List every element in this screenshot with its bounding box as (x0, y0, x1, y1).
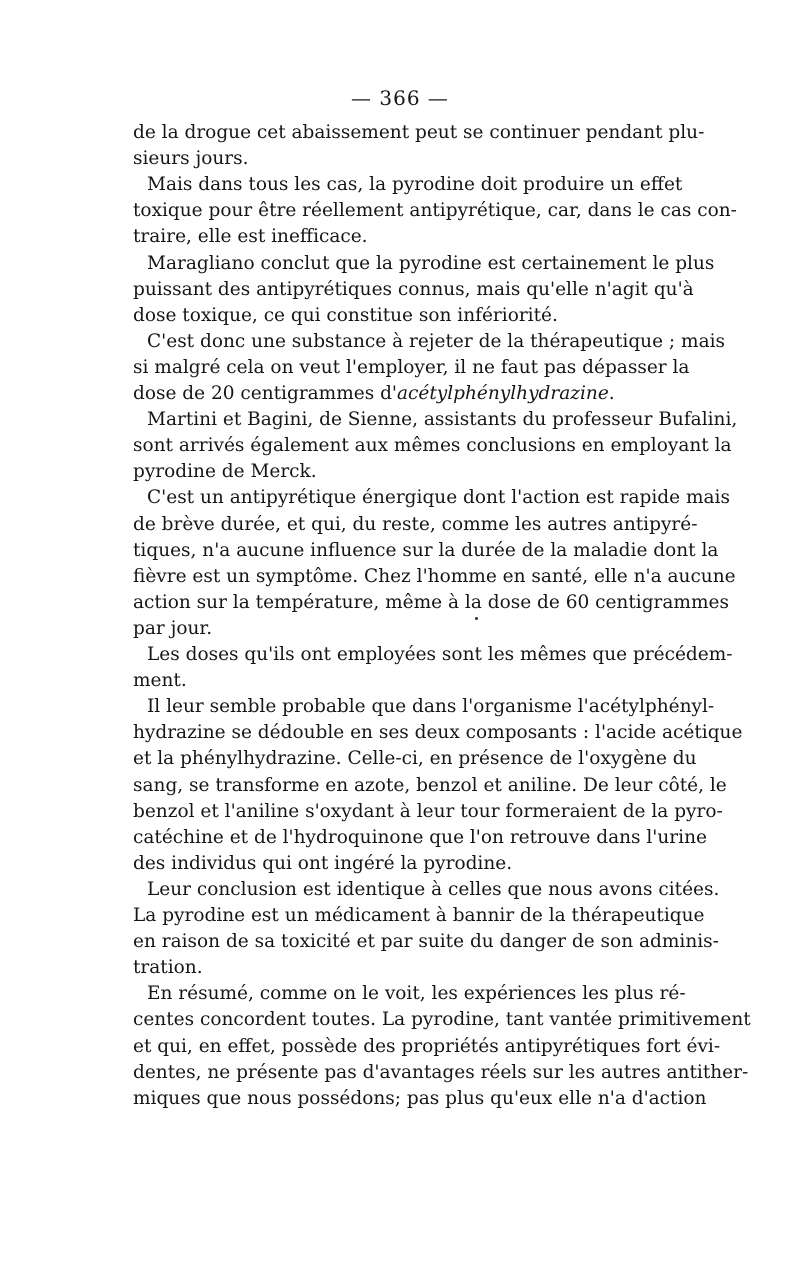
text-line: toxique pour être réellement antipyrétique, car, dans le cas con- (133, 200, 737, 222)
text-line: C'est donc une substance à rejeter de la thérapeutique ; mais (147, 330, 726, 352)
text-line: Les doses qu'ils ont employées sont les mêmes que précédem- (147, 644, 733, 665)
text-line: fièvre est un symptôme. Chez l'homme en santé, elle n'a aucune (133, 565, 736, 587)
text-line: La pyrodine est un médicament à bannir de la thérapeutique (133, 905, 705, 926)
text-line: dose de 20 centigrammes d'acétylphénylhydrazine. (133, 383, 615, 404)
text-line: et qui, en effet, possède des propriétés antipyrétiques fort évi- (133, 1035, 721, 1057)
text-line: et la phénylhydrazine. Celle-ci, en présence de l'oxygène du (133, 748, 697, 770)
text-line: sont arrivés également aux mêmes conclusions en employant la (133, 435, 732, 457)
text-line: sieurs jours. (133, 148, 249, 170)
text-line: En résumé, comme on le voit, les expériences les plus ré- (147, 983, 686, 1005)
text-line: hydrazine se dédouble en ses deux composants : l'acide acétique (133, 722, 743, 744)
text-line: traire, elle est inefficace. (133, 226, 368, 248)
text-line: Martini et Bagini, de Sienne, assistants du professeur Bufalini, (147, 409, 738, 431)
text-line: Il leur semble probable que dans l'organisme l'acétylphényl- (147, 696, 715, 718)
text-line: tiques, n'a aucune influence sur la durée de la maladie dont la (133, 539, 719, 561)
text-line: dentes, ne présente pas d'avantages réels sur les autres antither- (133, 1061, 749, 1083)
text-line: miques que nous possédons; pas plus qu'eux elle n'a d'action (133, 1087, 707, 1109)
page-number: — 366 — (351, 86, 449, 110)
text-line: sang, se transforme en azote, benzol et aniline. De leur côté, le (133, 774, 727, 796)
text-line: de la drogue cet abaissement peut se continuer pendant plu- (133, 122, 705, 143)
text-line: Maragliano conclut que la pyrodine est certainement le plus (147, 252, 715, 274)
text-line: en raison de sa toxicité et par suite du danger de son adminis- (133, 931, 719, 953)
text-line: dose toxique, ce qui constitue son infériorité. (133, 304, 558, 326)
text-line: catéchine et de l'hydroquinone que l'on retrouve dans l'urine (133, 826, 707, 848)
text-line: Mais dans tous les cas, la pyrodine doit produire un effet (147, 174, 683, 196)
print-speck (475, 617, 478, 620)
text-line: action sur la température, même à la dose de 60 centigrammes (133, 591, 729, 613)
text-line: centes concordent toutes. La pyrodine, tant vantée primitivement (133, 1009, 751, 1031)
text-line: des individus qui ont ingéré la pyrodine. (133, 852, 513, 874)
text-line: pyrodine de Merck. (133, 461, 317, 483)
text-line: de brève durée, et qui, du reste, comme les autres antipyré- (133, 513, 698, 535)
text-line: puissant des antipyrétiques connus, mais qu'elle n'agit qu'à (133, 278, 694, 300)
text-line: si malgré cela on veut l'employer, il ne faut pas dépasser la (133, 356, 690, 378)
text-line: tration. (133, 957, 203, 979)
text-line: Leur conclusion est identique à celles que nous avons citées. (147, 878, 720, 900)
text-line: par jour. (133, 617, 213, 639)
italic-term: acétylphénylhydrazine (397, 383, 609, 404)
text-line: C'est un antipyrétique énergique dont l'action est rapide mais (147, 487, 730, 509)
text-line: benzol et l'aniline s'oxydant à leur tour formeraient de la pyro- (133, 800, 723, 822)
text-line: ment. (133, 670, 187, 692)
